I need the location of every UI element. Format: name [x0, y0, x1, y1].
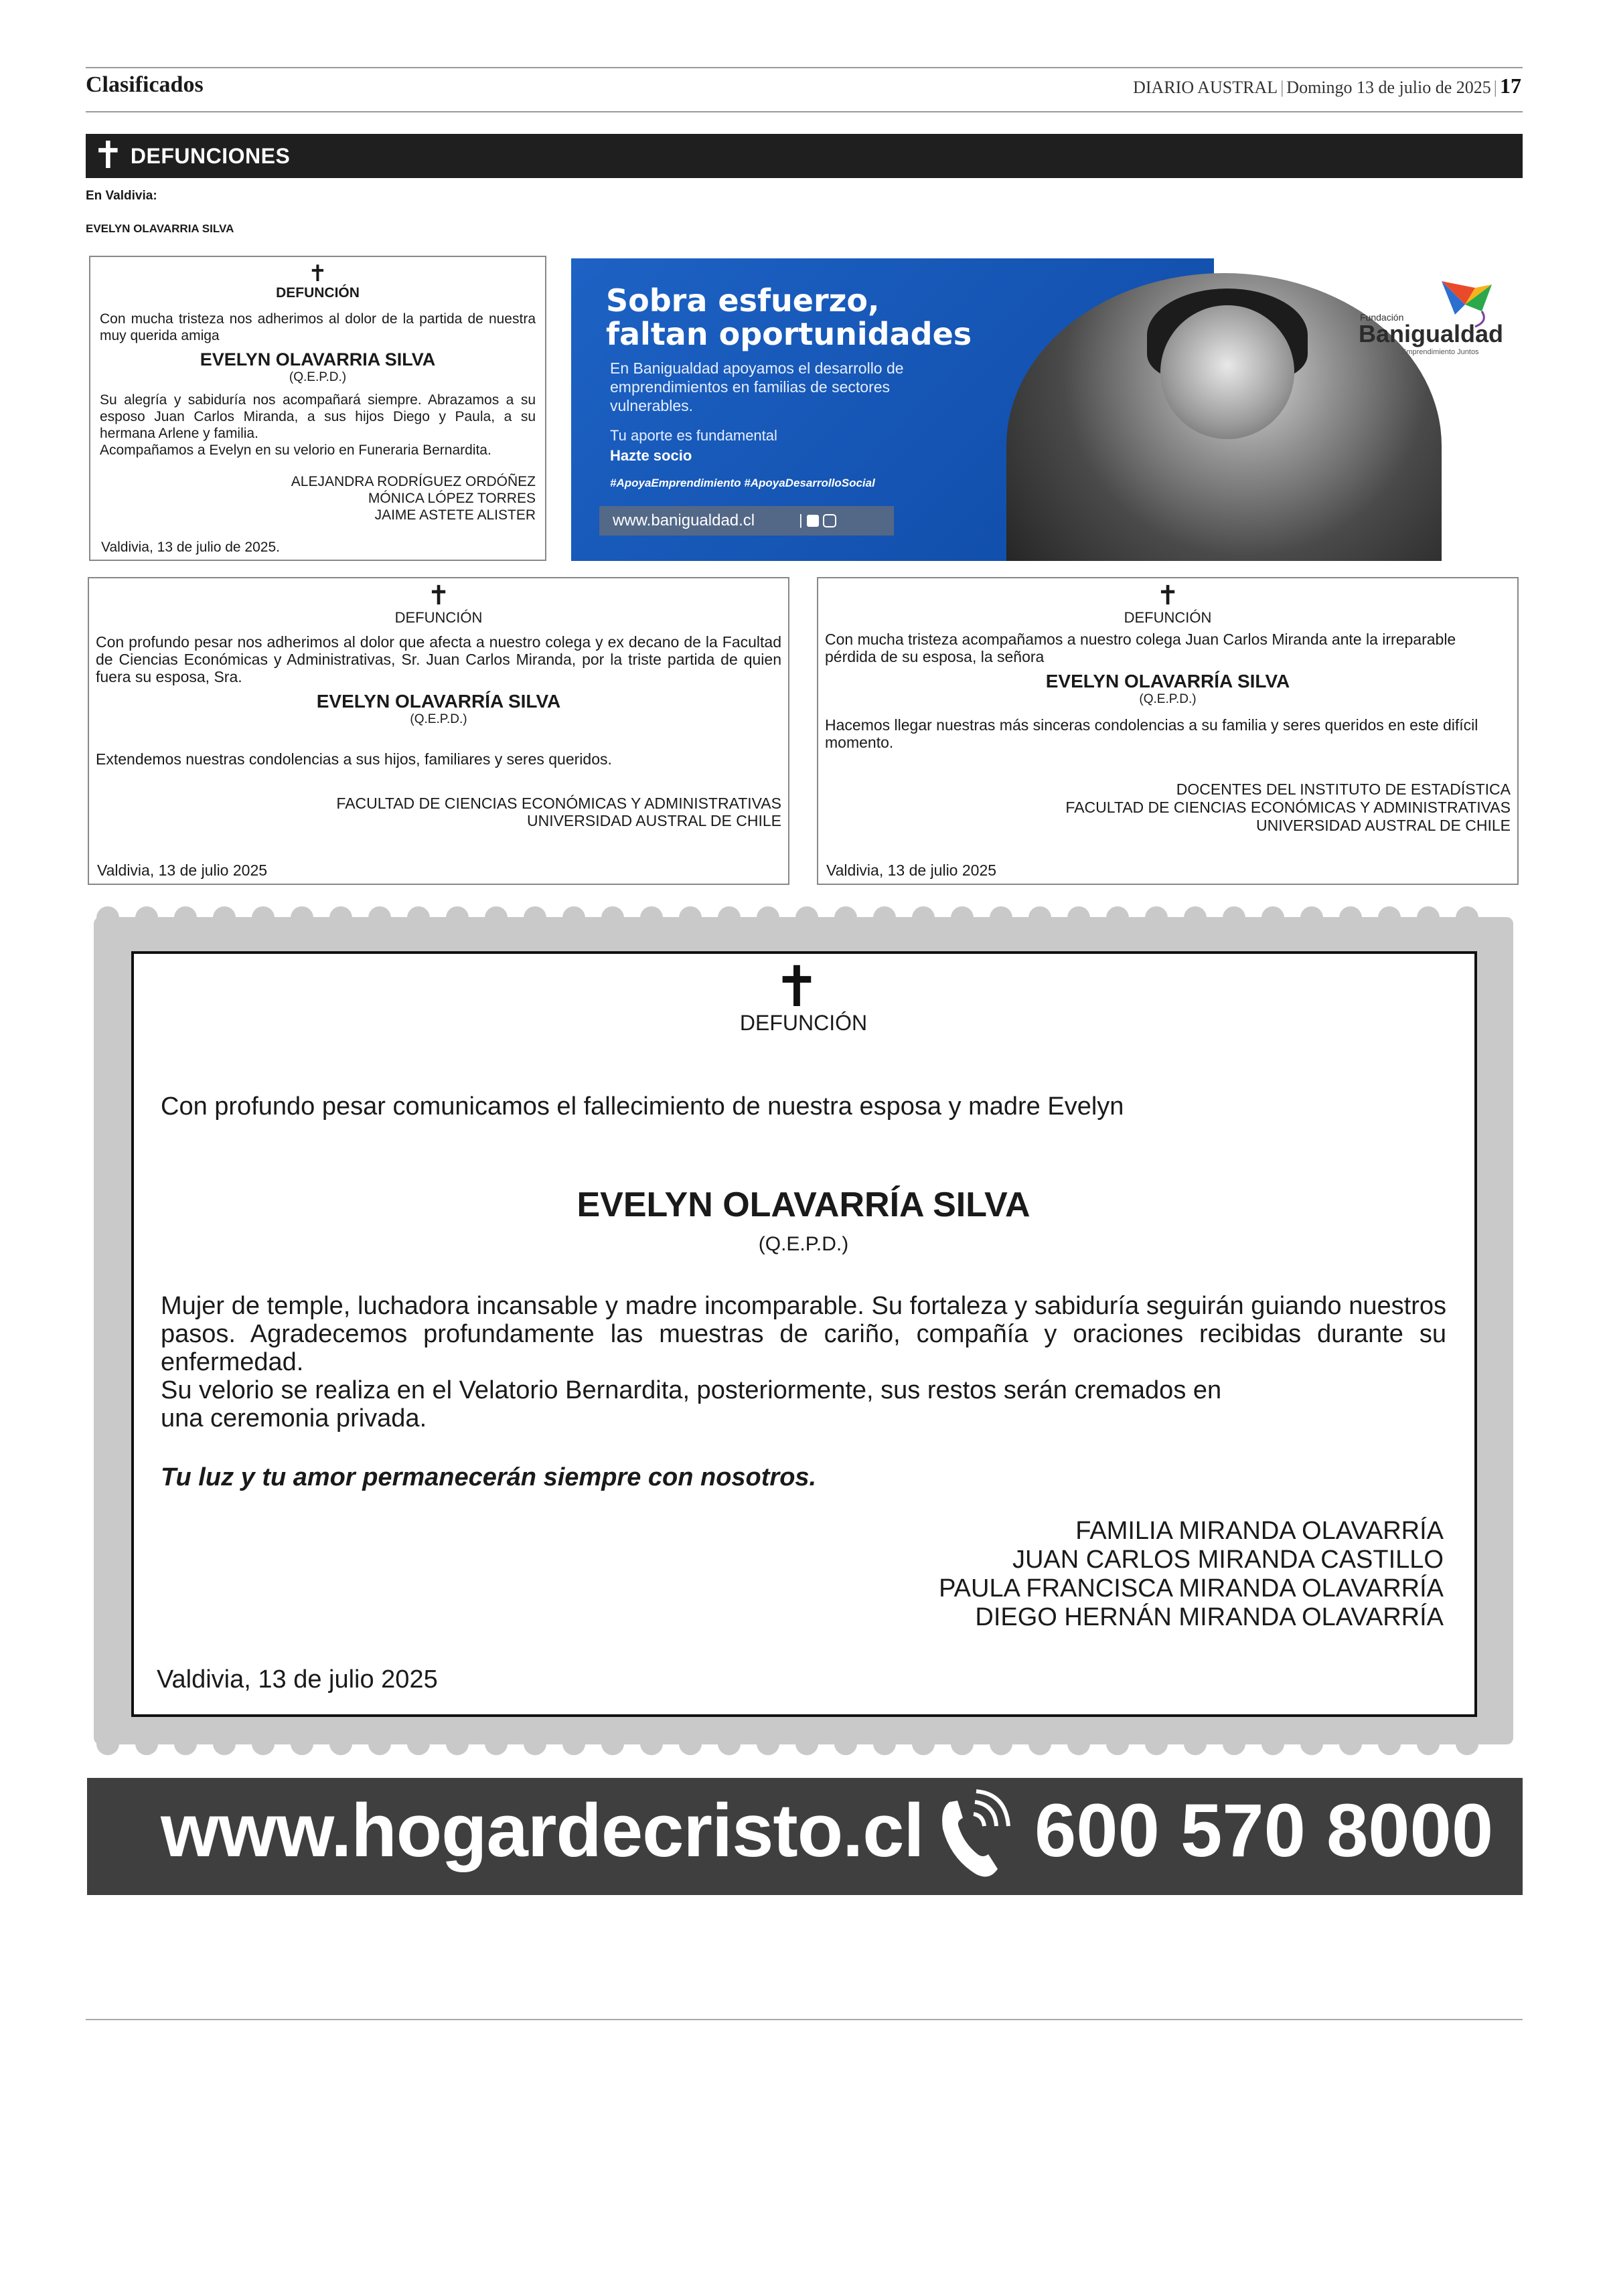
frame-scallop-dot	[873, 906, 896, 929]
location-label: En Valdivia:	[86, 189, 157, 203]
frame-scallop-dot	[213, 906, 236, 929]
frame-scallop-dot	[252, 1732, 275, 1755]
frame-scallop-dot	[329, 906, 352, 929]
ad-logo: Banigualdad	[1359, 320, 1504, 347]
frame-scallop-dot	[562, 906, 585, 929]
frame-scallop-dot	[990, 906, 1012, 929]
ad-body: En Banigualdad apoyamos el desarrollo de emprendimientos en familias de sectores vulnerables.	[610, 359, 904, 414]
frame-scallop-dot	[757, 906, 779, 929]
frame-scallop-dot	[1145, 1732, 1168, 1755]
frame-scallop-dot	[135, 906, 158, 929]
signer: DOCENTES DEL INSTITUTO DE ESTADÍSTICA	[1176, 781, 1511, 798]
ad-headline	[606, 284, 972, 351]
frame-scallop-dot	[446, 906, 469, 929]
cross-icon: ✝	[773, 954, 821, 1019]
ad-logo-prefix: Fundación	[1360, 312, 1404, 323]
frame-scallop-dot	[1145, 906, 1168, 929]
deceased-name: EVELYN OLAVARRÍA SILVA	[577, 1185, 1030, 1224]
kite-logo-icon	[1435, 274, 1495, 328]
qepd-label: (Q.E.P.D.)	[1139, 692, 1197, 706]
banigualdad-ad[interactable]	[571, 258, 1522, 561]
notice-kind: DEFUNCIÓN	[1124, 609, 1212, 626]
frame-scallop-dot	[1067, 906, 1090, 929]
frame-scallop-dot	[1184, 1732, 1207, 1755]
notice-body: Extendemos nuestras condolencias a sus hijos, familiares y seres queridos.	[96, 750, 612, 768]
notice-body: Su alegría y sabiduría nos acompañará siempre. Abrazamos a su esposo Juan Carlos Miranda, a sus hijos Diego y Paula, a su hermana Arlene y familia.	[100, 392, 536, 441]
signature-block	[100, 473, 536, 523]
deceased-index-name: EVELYN OLAVARRIA SILVA	[86, 222, 234, 235]
frame-scallop-dot	[368, 906, 391, 929]
notice-body-2: Acompañamos a Evelyn en su velorio en Funeraria Bernardita.	[100, 442, 491, 458]
frame-scallop-dot	[1067, 1732, 1090, 1755]
signer: JUAN CARLOS MIRANDA CASTILLO	[1012, 1546, 1444, 1574]
issue-date: Domingo 13 de julio de 2025	[1286, 78, 1491, 97]
frame-scallop-dot	[1261, 1732, 1284, 1755]
frame-scallop-dot	[1300, 1732, 1323, 1755]
frame-scallop-dot	[368, 1732, 391, 1755]
deceased-name: EVELYN OLAVARRIA SILVA	[200, 349, 436, 370]
frame-scallop-dot	[912, 1732, 935, 1755]
frame-scallop-dot	[601, 1732, 624, 1755]
ad-cta-strong: Hazte socio	[610, 447, 692, 464]
notice-body-paragraph: Mujer de temple, luchadora incansable y madre incomparable. Su fortaleza y sabiduría seguirán guiando nuestros pasos. Agradecemos profundamente las muestras de cariño, compañía y oraciones recibidas durante su enfermedad.	[161, 1292, 1446, 1376]
frame-scallop-dot	[912, 906, 935, 929]
newspaper-name: DIARIO AUSTRAL	[1133, 78, 1278, 97]
frame-scallop-dot	[1028, 1732, 1051, 1755]
notice-intro: Con profundo pesar nos adherimos al dolor que afecta a nuestro colega y ex decano de la Facultad de Ciencias Económicas y Administrativas, Sr. Juan Carlos Miranda, por la triste partida de quien fuera su esposa, Sra.	[96, 633, 781, 685]
frame-scallop-dot	[1378, 906, 1401, 929]
signer: FAMILIA MIRANDA OLAVARRÍA	[1075, 1517, 1444, 1545]
signature-block	[939, 1517, 1444, 1632]
signer: UNIVERSIDAD AUSTRAL DE CHILE	[526, 812, 781, 829]
frame-scallop-dot	[174, 906, 197, 929]
frame-scallop-dot	[252, 906, 275, 929]
frame-scallop-dot	[640, 1732, 663, 1755]
signature-block	[96, 795, 781, 829]
frame-scallop-dot	[1223, 1732, 1245, 1755]
signature-block	[825, 781, 1511, 835]
signer: UNIVERSIDAD AUSTRAL DE CHILE	[1255, 817, 1511, 834]
signer: FACULTAD DE CIENCIAS ECONÓMICAS Y ADMINISTRATIVAS	[336, 795, 781, 812]
header-rule-bottom	[86, 111, 1523, 112]
frame-scallop-dot	[485, 1732, 508, 1755]
frame-scallop-dot	[990, 1732, 1012, 1755]
signer: PAULA FRANCISCA MIRANDA OLAVARRÍA	[939, 1574, 1444, 1603]
notice-date: Valdivia, 13 de julio 2025	[157, 1665, 438, 1694]
notice-kind: DEFUNCIÓN	[276, 285, 360, 301]
signer: DIEGO HERNÁN MIRANDA OLAVARRÍA	[975, 1603, 1444, 1631]
frame-scallop-dot	[174, 1732, 197, 1755]
frame-scallop-dot	[718, 1732, 741, 1755]
frame-scallop-dot	[795, 1732, 818, 1755]
frame-scallop-dot	[1417, 906, 1440, 929]
ad-url[interactable]: www.banigualdad.cl	[613, 511, 755, 529]
frame-scallop-dot	[834, 1732, 857, 1755]
frame-scallop-dot	[524, 906, 546, 929]
category-bar	[86, 134, 1523, 178]
notice-date: Valdivia, 13 de julio 2025	[826, 862, 997, 879]
frame-scallop-dot	[135, 1732, 158, 1755]
frame-scallop-dot	[1456, 906, 1478, 929]
frame-scallop-dot	[640, 906, 663, 929]
frame-scallop-dot	[601, 906, 624, 929]
notice-intro: Con profundo pesar comunicamos el fallecimiento de nuestra esposa y madre Evelyn	[161, 1092, 1124, 1121]
ad-hashtags: #ApoyaEmprendimiento #ApoyaDesarrolloSocial	[610, 477, 875, 489]
notice-intro: Con mucha tristeza nos adherimos al dolor de la partida de nuestra muy querida amiga	[100, 311, 536, 343]
notice-date: Valdivia, 13 de julio de 2025.	[101, 540, 280, 555]
banner-url[interactable]: www.hogardecristo.cl	[161, 1789, 924, 1872]
qepd-label: (Q.E.P.D.)	[758, 1233, 849, 1255]
ad-photo-face	[1160, 305, 1294, 439]
signer: JAIME ASTETE ALISTER	[374, 507, 536, 523]
frame-scallop-dot	[951, 1732, 974, 1755]
frame-scallop-dot	[96, 906, 119, 929]
frame-scallop-dot	[1261, 906, 1284, 929]
frame-scallop-dot	[1339, 1732, 1362, 1755]
frame-scallop-bottom	[96, 1732, 1495, 1755]
signer: ALEJANDRA RODRÍGUEZ ORDÓÑEZ	[291, 474, 536, 489]
notice-card-1	[89, 256, 546, 561]
cross-icon: ✝	[427, 580, 450, 611]
notice-card-2	[88, 577, 789, 885]
masthead: DIARIO AUSTRAL | Domingo 13 de julio de 2025 | 17	[1133, 74, 1521, 98]
cross-icon: ✝	[308, 260, 327, 287]
frame-scallop-dot	[291, 1732, 313, 1755]
frame-scallop-dot	[679, 1732, 702, 1755]
frame-scallop-dot	[834, 906, 857, 929]
frame-scallop-dot	[1028, 906, 1051, 929]
cross-icon: ✝	[92, 134, 124, 177]
notice-kind: DEFUNCIÓN	[394, 609, 483, 626]
frame-scallop-dot	[1223, 906, 1245, 929]
frame-scallop-dot	[1417, 1732, 1440, 1755]
frame-scallop-dot	[329, 1732, 352, 1755]
header-rule-top	[86, 67, 1523, 68]
frame-scallop-dot	[96, 1732, 119, 1755]
ad-cta: Tu aporte es fundamental	[610, 427, 777, 444]
deceased-name: EVELYN OLAVARRÍA SILVA	[1045, 671, 1290, 691]
notice-card-3	[817, 577, 1519, 885]
frame-scallop-dot	[1106, 1732, 1129, 1755]
frame-scallop-dot	[1339, 906, 1362, 929]
notice-body-paragraph: Su velorio se realiza en el Velatorio Bernardita, posteriormente, sus restos serán cremados en una ceremonia privada.	[161, 1376, 1222, 1432]
notice-intro: Con mucha tristeza acompañamos a nuestro colega Juan Carlos Miranda ante la irreparable pérdida de su esposa, la señora	[825, 631, 1456, 665]
notice-quote: Tu luz y tu amor permanecerán siempre con nosotros.	[161, 1463, 817, 1491]
notice-kind: DEFUNCIÓN	[739, 1011, 868, 1035]
frame-scallop-dot	[407, 1732, 430, 1755]
section-title: Clasificados	[86, 72, 204, 97]
notice-body	[161, 1292, 1446, 1432]
notice-body: Hacemos llegar nuestras más sinceras condolencias a su familia y seres queridos en este difícil momento.	[825, 716, 1478, 751]
notice-date: Valdivia, 13 de julio 2025	[97, 862, 268, 879]
category-title: DEFUNCIONES	[130, 143, 291, 168]
frame-scallop-dot	[291, 906, 313, 929]
frame-scallop-dot	[1378, 1732, 1401, 1755]
frame-scallop-dot	[407, 906, 430, 929]
instagram-icon[interactable]	[823, 514, 836, 527]
page-number: 17	[1500, 74, 1521, 98]
ad-headline-line1: Sobra esfuerzo,	[606, 282, 880, 319]
frame-scallop-dot	[795, 906, 818, 929]
frame-scallop-dot	[757, 1732, 779, 1755]
phone-icon	[935, 1789, 1015, 1882]
signer: MÓNICA LÓPEZ TORRES	[368, 491, 536, 506]
cross-icon: ✝	[1156, 580, 1179, 611]
signer: FACULTAD DE CIENCIAS ECONÓMICAS Y ADMINISTRATIVAS	[1065, 799, 1511, 816]
ad-social-icons[interactable]: |	[799, 511, 836, 529]
frame-scallop-dot	[562, 1732, 585, 1755]
frame-scallop-dot	[679, 906, 702, 929]
frame-scallop-dot	[718, 906, 741, 929]
frame-scallop-dot	[1456, 1732, 1478, 1755]
frame-scallop-dot	[213, 1732, 236, 1755]
frame-scallop-dot	[1300, 906, 1323, 929]
ad-headline-line2: faltan oportunidades	[606, 316, 972, 352]
qepd-label: (Q.E.P.D.)	[410, 712, 467, 726]
facebook-icon[interactable]	[807, 515, 819, 527]
frame-scallop-dot	[951, 906, 974, 929]
frame-scallop-dot	[485, 906, 508, 929]
footer-rule	[86, 2019, 1523, 2020]
frame-scallop-dot	[1106, 906, 1129, 929]
qepd-label: (Q.E.P.D.)	[289, 370, 347, 384]
frame-scallop-dot	[446, 1732, 469, 1755]
frame-scallop-top	[96, 906, 1495, 929]
banner-phone[interactable]: 600 570 8000	[1035, 1789, 1494, 1872]
frame-scallop-dot	[1184, 906, 1207, 929]
deceased-name: EVELYN OLAVARRÍA SILVA	[316, 691, 561, 712]
frame-scallop-dot	[873, 1732, 896, 1755]
ad-logo-subtitle: Emprendimiento Juntos	[1401, 348, 1479, 356]
frame-scallop-dot	[524, 1732, 546, 1755]
